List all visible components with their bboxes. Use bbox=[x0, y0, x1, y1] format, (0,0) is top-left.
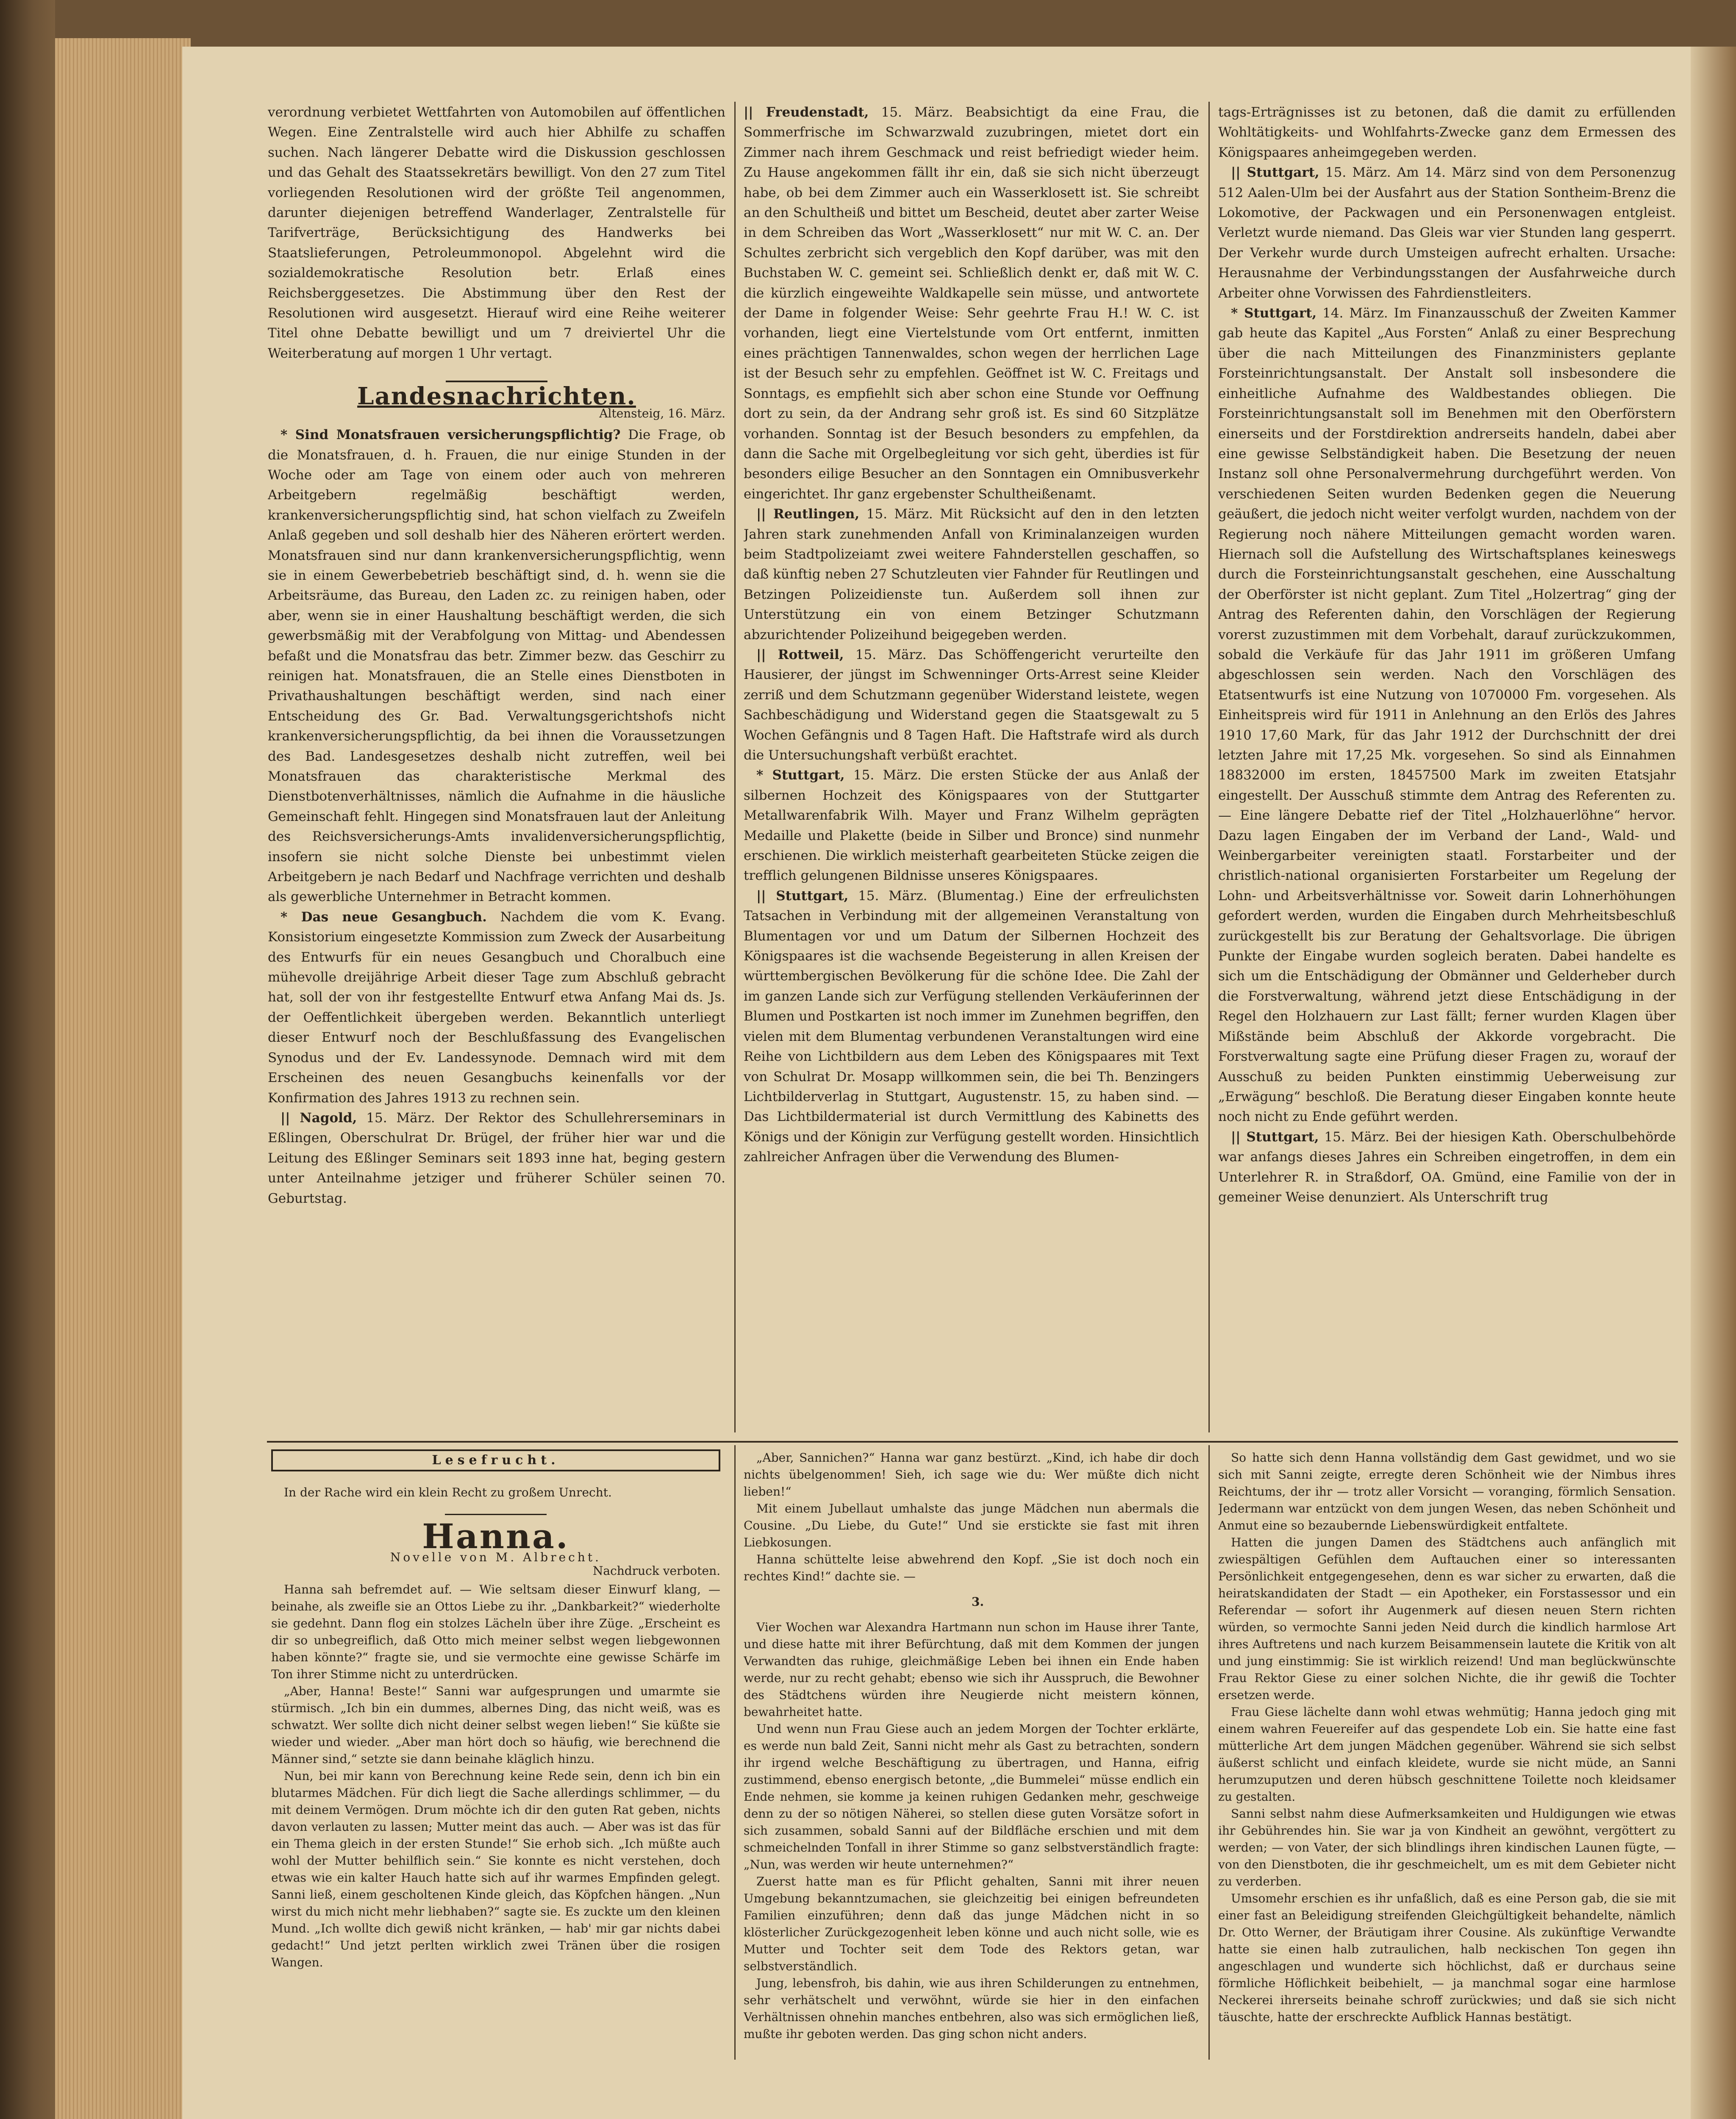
article-continued: tags-Erträgnisses ist zu betonen, daß die damit zu erfüllenden Wohltätigkeits- und Wohlfahrts-Zwecke ganz dem Ermessen des Königspaares anheimgegeben werden. bbox=[1218, 105, 1676, 160]
article-stuttgart-oberschulbehoerde bbox=[1218, 1127, 1676, 1208]
column-divider bbox=[734, 1445, 736, 2060]
story-paragraph: Zuerst hatte man es für Pflicht gehalten, Sanni mit ihrer neuen Umgebung bekanntzumachen, sie gleichzeitig bei einigen befreundeten Familien einzuführen; denn daß das junge Mädchen nicht in so klösterlicher Zurückgezogenheit leben könne und auch nicht solle, wie es Mutter und Tochter seit dem Tode des Rektors getan, war selbstverständlich. bbox=[744, 1874, 1199, 1973]
feuilleton-column-1 bbox=[271, 1449, 720, 2064]
article-lead: || Rottweil, bbox=[756, 647, 844, 662]
article-stuttgart-entgleisung bbox=[1218, 163, 1676, 303]
story-paragraph: Umsomehr erschien es ihr unfaßlich, daß es eine Person gab, die sie mit einer fast an Beleidigung streifenden Gleichgültigkeit behandelte, nämlich Dr. Otto Werner, der Bräutigam ihrer Cousine. Als zukünftige Verwandte hatte sie einen halb zutraulichen, halb neckischen Ton gegen ihn angeschlagen und wunderte sich höchlichst, daß er durchaus seine förmliche Höflichkeit beibehielt, — ja manchmal sogar eine harmlose Neckerei ihrerseits beinahe schroff zurückwies; und daß sie sich nicht täuschte, hatte der erschreckte Aufblick Hannas bestätigt. bbox=[1218, 1891, 1676, 2024]
article-lead: || Stuttgart, bbox=[1231, 165, 1319, 181]
article-body: Nachdem die vom K. Evang. Konsistorium eingesetzte Kommission zum Zweck der Ausarbeitung des Entwurfs für ein neues Gesangbuch und Choralbuch eine mühevolle dreijährige Arbeit dieser Tage zum Abschluß gebracht hat, soll der von ihr festgestellte Entwurf etwa Anfang Mai ds. Js. der Oeffentlichkeit übergeben werden. Bekanntlich unterliegt dieser Entwurf noch der Beschlußfassung des Evangelischen Synodus und der Ev. Landessynode. Demnach wird mit dem Erscheinen des neuen Gesangbuchs keinenfalls vor der Konfirmation des Jahres 1913 zu rechnen sein. bbox=[268, 909, 725, 1106]
story-author: Novelle von M. Albrecht. bbox=[390, 1550, 602, 1564]
story-paragraph: Hanna schüttelte leise abwehrend den Kopf. „Sie ist doch noch ein rechtes Kind!“ dachte sie. — bbox=[744, 1552, 1199, 1583]
column-1 bbox=[268, 103, 725, 1438]
article-lead: || Stuttgart, bbox=[756, 888, 849, 904]
article-lead: || Nagold, bbox=[281, 1110, 357, 1126]
story-paragraph: So hatte sich denn Hanna vollständig dem Gast gewidmet, und wo sie sich mit Sanni zeigte, erregte deren Schönheit wie der Nimbus ihres Reichtums, der ihr — trotz aller Vorsicht — voranging, förmlich Sensation. Jedermann war entzückt von dem jungen Wesen, das neben Schönheit und Anmut eine so bezaubernde Liebenswürdigkeit entfaltete. bbox=[1218, 1451, 1676, 1532]
article-nagold bbox=[268, 1108, 725, 1209]
article-body: 15. März. Das Schöffengericht verurteilte den Hausierer, der jüngst im Schwenninger Orts-Arrest seine Kleider zerriß und dem Schutzmann gegenüber Widerstand leistete, wegen Sachbeschädigung und Widerstand gegen die Staatsgewalt zu 5 Wochen Gefängnis und 8 Tagen Haft. Die Haftstrafe wird als durch die Untersuchungshaft verbüßt erachtet. bbox=[744, 647, 1199, 763]
story-paragraph: Frau Giese lächelte dann wohl etwas wehmütig; Hanna jedoch ging mit einem wahren Feuereifer auf das gespendete Lob ein. Sie hatte eine fast mütterliche Art dem jungen Mädchen gegenüber. Während sie sich selbst äußerst schlicht und einfach kleidete, wurde sie nicht müde, an Sanni herumzuputzen und deren hübsch geschnittene Toilette noch kleidsamer zu gestalten. bbox=[1218, 1705, 1676, 1804]
feuilleton-column-2 bbox=[744, 1449, 1199, 2064]
article-stuttgart-medaille bbox=[744, 765, 1199, 886]
story-paragraph: Jung, lebensfroh, bis dahin, wie aus ihren Schilderungen zu entnehmen, sehr verhätschelt und verwöhnt, würde sie hier in den einfachen Verhältnissen ohnehin manches entbehren, also was sich ermöglichen ließ, mußte ihr geboten werden. Das ging schon nicht anders. bbox=[744, 1976, 1199, 2041]
story-paragraph: Mit einem Jubellaut umhalste das junge Mädchen nun abermals die Cousine. „Du Liebe, du Gute!“ Und sie erstickte sie fast mit ihren Liebkosungen. bbox=[744, 1502, 1199, 1549]
article-body: Die Frage, ob die Monatsfrauen, d. h. Frauen, die nur einige Stunden in der Woche oder am Tage von einem oder auch von mehreren Arbeitgebern regelmäßig beschäftigt werden, krankenversicherungspflichtig sind, hat schon vielfach zu Zweifeln Anlaß gegeben und soll deshalb hier des Näheren erörtert werden. Monatsfrauen sind nur dann krankenversicherungspflichtig, wenn sie in einem Gewerbebetrieb beschäftigt sind, d. h. wenn sie die Arbeitsräume, das Bureau, den Laden zc. zu reinigen haben, oder aber, wenn sie in einer Haushaltung beschäftigt werden, die sich gewerbsmäßig mit der Verabfolgung von Mittag- und Abendessen befaßt und die Monatsfrau das betr. Zimmer bezw. das Geschirr zu reinigen hat. Monatsfrauen, die an Stelle eines Dienstboten in Privathaushaltungen beschäftigt werden, sind nach einer Entscheidung des Gr. Bad. Verwaltungsgerichtshofs nicht krankenversicherungspflichtig, da bei ihnen die Voraussetzungen des Bad. Landesgesetzes deshalb nicht zutreffen, weil bei Monatsfrauen das charakteristische Merkmal des Dienstbotenverhältnisses, nämlich die Aufnahme in die häusliche Gemeinschaft fehlt. Hingegen sind Monatsfrauen laut der Anleitung des Reichsversicherungs-Amts invalidenversicherungspflichtig, insofern sie nicht solche Dienste bei unbestimmt vielen Arbeitgebern je nach Bedarf und Nachfrage verrichten und deshalb als gewerbliche Unternehmer in Betracht kommen. bbox=[268, 427, 725, 905]
column-2 bbox=[744, 103, 1199, 1438]
article-lead: || Reutlingen, bbox=[756, 506, 860, 522]
column-divider bbox=[734, 102, 736, 1432]
article-intro: verordnung verbietet Wettfahrten von Automobilen auf öffentlichen Wegen. Eine Zentralstelle wird auch hier Abhilfe zu schaffen suchen. Nach längerer Debatte wird die Diskussion geschlossen und das Gehalt des Staatssekretärs bewilligt. Von den 27 zum Titel vorliegenden Resolutionen wird der größte Teil angenommen, darunter diejenigen betreffend Wanderlager, Zentralstelle für Tarifverträge, Berücksichtigung des Handwerks bei Staatslieferungen, Petroleummonopol. Abgelehnt wird die sozialdemokratische Resolution betr. Erlaß eines Reichsberggesetzes. Die Abstimmung über den Rest der Resolutionen wird ausgesetzt. Hierauf wird eine Reihe weiterer Titel ohne Debatte bewilligt und um 7 dreiviertel Uhr die Weiterberatung auf morgen 1 Uhr vertagt. bbox=[268, 105, 725, 361]
article-body: 15. März. Mit Rücksicht auf den in den letzten Jahren stark zunehmenden Anfall von Kriminalanzeigen wurden beim Stadtpolizeiamt zwei weitere Fahnderstellen geschaffen, so daß künftig neben 27 Schutzleuten vier Fahnder für Reutlingen und Betzingen Polizeidienste tun. Außerdem soll ihnen zur Unterstützung ein von einem Betzinger Schutzmann abzurichtender Polizeihund beigegeben werden. bbox=[744, 506, 1199, 642]
copyright-note: Nachdruck verboten. bbox=[592, 1564, 720, 1578]
article-body: 15. März. Bei der hiesigen Kath. Oberschulbehörde war anfangs dieses Jahres ein Schreiben eingetroffen, in dem ein Unterlehrer R. in Straßdorf, OA. Gmünd, eine Familie von der in gemeiner Weise denunziert. Als Unterschrift trug bbox=[1218, 1129, 1676, 1205]
feuilleton-column-3 bbox=[1218, 1449, 1676, 2064]
article-stuttgart-blumentag bbox=[744, 886, 1199, 1168]
story-paragraph: „Aber, Hanna! Beste!“ Sanni war aufgesprungen und umarmte sie stürmisch. „Ich bin ein dummes, albernes Ding, das nicht weiß, was es schwatzt. Wer sollte dich nicht deiner selbst wegen lieben!“ Sie küßte sie wieder und wieder. „Aber man hört doch so häufig, wie berechnend die Männer sind,“ setzte sie dann beinahe kläglich hinzu. bbox=[271, 1684, 720, 1766]
article-lead: * Stuttgart, bbox=[1231, 306, 1317, 321]
article-body: 15. März. (Blumentag.) Eine der erfreulichsten Tatsachen in Verbindung mit der allgemeinen Veranstaltung von Blumentagen vor und um Datum der Silbernen Hochzeit des Königspaares ist die wachsende Begeisterung in allen Kreisen der württembergischen Bevölkerung für die schöne Idee. Die Zahl der im ganzen Lande sich zur Verfügung stellenden Verkäuferinnen der Blumen und Postkarten ist noch immer im Zunehmen begriffen, den vielen mit dem Blumentag verbundenen Veranstaltungen wird eine Reihe von Lichtbildern aus dem Leben des Königspaares mit Text von Schulrat Dr. Mosapp willkommen sein, die bei Th. Benzingers Lichtbilderverlag in Stuttgart, Augustenstr. 15, zu haben sind. — Das Lichtbildermaterial ist durch Vermittlung des Kabinetts des Königs und der Königin zur Verfügung gestellt worden. Hinsichtlich zahlreicher Anfragen über die Verwendung des Blumen- bbox=[744, 888, 1199, 1165]
story-paragraph: Sanni selbst nahm diese Aufmerksamkeiten und Huldigungen wie etwas ihr Gebührendes hin. Sie war ja von Kindheit an gewöhnt, vergöttert zu werden; — von Vater, der sich blindlings ihren kindischen Launen fügte, — von den Dienstboten, die ihr geschmeichelt, um es mit dem Gebieter nicht zu verderben. bbox=[1218, 1807, 1676, 1888]
story-paragraph: „Aber, Sannichen?“ Hanna war ganz bestürzt. „Kind, ich habe dir doch nichts übelgenommen! Sieh, ich sage wie du: Wer müßte dich nicht lieben!“ bbox=[744, 1451, 1199, 1499]
article-gesangbuch bbox=[268, 907, 725, 1108]
book-binding bbox=[0, 0, 55, 2119]
article-body: 15. März. Am 14. März sind von dem Personenzug 512 Aalen-Ulm bei der Ausfahrt aus der Station Sontheim-Brenz die Lokomotive, der Packwagen und ein Personenwagen entgleist. Verletzt wurde niemand. Das Gleis war vier Stunden lang gesperrt. Der Verkehr wurde durch Umsteigen aufrecht erhalten. Ursache: Herausnahme der Verbindungsstangen der Ausfahrweiche durch Arbeiter ohne Vorwissen des Fahrdienstleiters. bbox=[1218, 165, 1676, 301]
story-paragraph: Hanna sah befremdet auf. — Wie seltsam dieser Einwurf klang, — beinahe, als zweifle sie an Ottos Liebe zu ihr. „Dankbarkeit?“ wiederholte sie gedehnt. Dann flog ein stolzes Lächeln über ihre Züge. „Erscheint es dir so unbegreiflich, daß Otto mich meiner selbst wegen liebgewonnen haben könnte?“ fragte sie, und sie vermochte eine gewisse Schärfe im Ton ihrer Stimme nicht zu unterdrücken. bbox=[271, 1582, 720, 1681]
story-title: Hanna. bbox=[422, 1516, 569, 1556]
column-3 bbox=[1218, 103, 1676, 1438]
feuilleton-separator bbox=[267, 1441, 1678, 1443]
article-body: 15. März. Beabsichtigt da eine Frau, die Sommerfrische im Schwarzwald zuzubringen, mietet dort ein Zimmer nach ihrem Geschmack und reist befriedigt wieder heim. Zu Hause angekommen fällt ihr ein, daß sie sich nicht überzeugt habe, ob bei dem Zimmer auch ein Wasserklosett ist. Sie schreibt an den Schultheiß und bittet um Bescheid, deutet aber zarter Weise in dem Schreiben das Wort „Wasserklosett“ nur mit W. C. an. Der Schultes zerbricht sich vergeblich den Kopf darüber, was mit den Buchstaben W. C. gemeint sei. Schließlich denkt er, daß mit W. C. die kürzlich eingeweihte Waldkapelle sein müsse, und antwortete der Dame in folgender Weise: Sehr geehrte Frau H.! W. C. ist vorhanden, liegt eine Viertelstunde vom Ort entfernt, inmitten eines prächtigen Tannenwaldes, schon wegen der herrlichen Lage ist der Besuch sehr zu empfehlen. Geöffnet ist W. C. Freitags und Sonntags, es empfiehlt sich aber schon eine Stunde vor Oeffnung dort zu sein, da der Andrang sehr groß ist. Es sind 60 Sitzplätze vorhanden. Sonntag ist der Besuch besonders zu empfehlen, da dann die Sache mit Orgelbegleitung vor sich geht, überdies ist für besonders eilige Besucher an den Sonntagen ein Omnibusverkehr eingerichtet. Ihr ganz ergebenster Schultheißenamt. bbox=[744, 105, 1199, 502]
section-heading: Landesnachrichten. bbox=[357, 382, 636, 411]
chapter-number: 3. bbox=[971, 1595, 984, 1609]
story-paragraph: Vier Wochen war Alexandra Hartmann nun schon im Hause ihrer Tante, und diese hatte mit ihrer Befürchtung, daß mit dem Kommen der jungen Verwandten das ruhige, gleichmäßige Leben bei ihnen ein Ende haben werde, nur zu recht gehabt; ebenso wie sich ihr Ausspruch, die Bewohner des Städtchens würden ihre Neugierde nicht meistern können, bewahrheitet hatte. bbox=[744, 1620, 1199, 1719]
story-paragraph: Und wenn nun Frau Giese auch an jedem Morgen der Tochter erklärte, es werde nun bald Zeit, Sanni nicht mehr als Gast zu betrachten, sondern ihr irgend welche Beschäftigung zu übertragen, und Hanna, eifrig zustimmend, ebenso energisch betonte, „die Bummelei“ müsse endlich ein Ende nehmen, sie komme ja keinen ruhigen Gedanken mehr, geschweige denn zu der so nötigen Näherei, so stellen diese guten Vorsätze sofort in sich zusammen, sobald Sanni auf der Bildfläche erschien und mit dem schmeichelnden Tonfall in ihrer Stimme so ganz selbstverständlich fragte: „Nun, was werden wir heute unternehmen?“ bbox=[744, 1722, 1199, 1872]
article-body: 15. März. Die ersten Stücke der aus Anlaß der silbernen Hochzeit des Königspaares von der Stuttgarter Metallwarenfabrik Wilh. Mayer und Franz Wilhelm geprägten Medaille und Plakette (beide in Silber und Bronce) sind nunmehr erschienen. Die wirklich meisterhaft gearbeiteten Stücke zeigen die trefflich gelungenen Bildnisse unseres Königspaares. bbox=[744, 768, 1199, 884]
article-body: 15. März. Der Rektor des Schullehrerseminars in Eßlingen, Oberschulrat Dr. Brügel, der früher hier war und die Leitung des Eßlinger Seminars seit 1893 inne hat, beging gestern unter Anteilnahme jetziger und früherer Schüler seinen 70. Geburtstag. bbox=[268, 1110, 725, 1206]
newspaper-page bbox=[182, 47, 1691, 2119]
article-body: 14. März. Im Finanzausschuß der Zweiten Kammer gab heute das Kapitel „Aus Forsten“ Anlaß zu einer Besprechung über die nach Mitteilungen des Finanzministers geplante Forsteinrichtungsanstalt. Der Anstalt soll insbesondere die einheitliche Aufnahme des Waldbestandes obliegen. Die Forsteinrichtungsanstalt soll im Benehmen mit den Oberförstern einerseits und der Forstdirektion andrerseits handeln, dabei aber eine gewisse Selbständigkeit haben. Die Besetzung der neuen Instanz soll ohne Personalvermehrung durchgeführt werden. Von verschiedenen Seiten wurden Bedenken gegen die Neuerung geäußert, die jedoch nicht weiter verfolgt wurden, nachdem von der Regierung noch nähere Mitteilungen gemacht worden waren. Hiernach soll die Aufstellung des Wirtschaftsplanes keineswegs durch die Forsteinrichtungsanstalt geschehen, eine Ausschaltung der Oberförster ist nicht geplant. Zum Titel „Holzertrag“ ging der Antrag des Referenten dahin, den Vorschlägen der Regierung vorerst zuzustimmen mit dem Vorbehalt, darauf zurückzukommen, sobald die Verkäufe für das Jahr 1911 im größeren Umfang abgeschlossen sein werden. Nach den Vorschlägen des Etatsentwurfs ist eine Nutzung von 1070000 Fm. vorgesehen. Als Einheitspreis wird für 1911 in Anlehnung an den Erlös des Jahres 1910 17,60 Mark, für das Jahr 1912 der Durchschnitt der drei letzten Jahre mit 17,25 Mk. vorgesehen. So sind als Einnahmen 18832000 im ersten, 18457500 Mark im zweiten Etatsjahr eingestellt. Der Ausschuß stimmte dem Antrag des Referenten zu. — Eine längere Debatte rief der Titel „Holzhauerlöhne“ hervor. Dazu lagen Eingaben der im Verband der Land-, Wald- und Weinbergarbeiter vereinigten staatl. Forstarbeiter und der christlich-national organisierten Forstarbeiter um Regelung der Lohn- und Arbeitsverhältnisse vor. Soweit darin Lohnerhöhungen gefordert werden, wurden die Eingaben durch Mehrheitsbeschluß zurückgestellt bis zur Beratung der Gehaltsvorlage. Die übrigen Punkte der Eingabe wurden sogleich beraten. Dabei handelte es sich um die Entschädigung der Obmänner und Gelderheber durch die Forstverwaltung, während jetzt diese Entschädigung in der Regel den Holzhauern zur Last fällt; ferner wurden Klagen über Mißstände beim Abschluß der Akkorde vorgebracht. Die Forstverwaltung sagte eine Prüfung dieser Fragen zu, worauf der Ausschuß zu beiden Punkten einstimmig Ueberweisung zur „Erwägung“ beschloß. Die Beratung dieser Eingaben konnte heute noch nicht zu Ende geführt werden. bbox=[1218, 306, 1676, 1125]
article-monatsfrauen bbox=[268, 425, 725, 907]
article-reutlingen bbox=[744, 504, 1199, 645]
article-freudenstadt bbox=[744, 103, 1199, 504]
column-divider bbox=[1208, 102, 1210, 1432]
lesefrucht-box: Lesefrucht. bbox=[271, 1449, 720, 1471]
article-lead: * Sind Monatsfrauen versicherungspflichtig? bbox=[281, 427, 621, 443]
article-lead: * Das neue Gesangbuch. bbox=[281, 909, 487, 925]
dateline: Altensteig, 16. März. bbox=[599, 406, 725, 420]
article-lead: || Stuttgart, bbox=[1231, 1129, 1319, 1145]
page-stack-edges bbox=[55, 38, 191, 2119]
lesefrucht-text: In der Rache wird ein klein Recht zu großem Unrecht. bbox=[284, 1485, 612, 1499]
article-rottweil bbox=[744, 645, 1199, 765]
article-stuttgart-finanzausschuss bbox=[1218, 303, 1676, 1127]
section-rule bbox=[445, 1514, 547, 1515]
article-lead: * Stuttgart, bbox=[756, 768, 845, 783]
next-page-edge bbox=[1691, 47, 1736, 2119]
story-paragraph: Nun, bei mir kann von Berechnung keine Rede sein, denn ich bin ein blutarmes Mädchen. Für dich liegt die Sache allerdings schlimmer, — du mit deinem Vermögen. Drum möchte ich dir den guten Rat geben, nichts davon verlauten zu lassen; Mutter meint das auch. — Aber was ist das für ein Thema gleich in der ersten Stunde!“ Sie erhob sich. „Ich müßte auch wohl der Mutter behilflich sein.“ Sie konnte es nicht verstehen, doch etwas wie ein kalter Hauch hatte sich auf ihr warmes Empfinden gelegt. Sanni ließ, einem gescholtenen Kinde gleich, das Köpfchen hängen. „Nun wirst du mich nicht mehr liebhaben?“ sagte sie. Es zuckte um den kleinen Mund. „Ich wollte dich gewiß nicht kränken, — hab' mir gar nichts dabei gedacht!“ Und jetzt perlten wirklich zwei Tränen über die rosigen Wangen. bbox=[271, 1769, 720, 1969]
story-paragraph: Hatten die jungen Damen des Städtchens auch anfänglich mit zwiespältigen Gefühlen dem Auftauchen einer so interessanten Persönlichkeit entgegengesehen, denn es war sicher zu erwarten, daß die heiratskandidaten der Stadt — ein Apotheker, ein Forstassessor und ein Referendar — sofort ihr Augenmerk auf diesen neuen Stern richten würden, so vermochte Sanni jeden Neid durch die kindlich harmlose Art ihres Auftretens und nach kurzem Beisammensein lautete die Kritik von alt und jung einstimmig: Sie ist wirklich reizend! Und man beglückwünschte Frau Rektor Giese zu einer solchen Nichte, die ihr gewiß die Tochter ersetzen werde. bbox=[1218, 1535, 1676, 1702]
column-divider bbox=[1208, 1445, 1210, 2060]
article-lead: || Freudenstadt, bbox=[744, 105, 869, 120]
